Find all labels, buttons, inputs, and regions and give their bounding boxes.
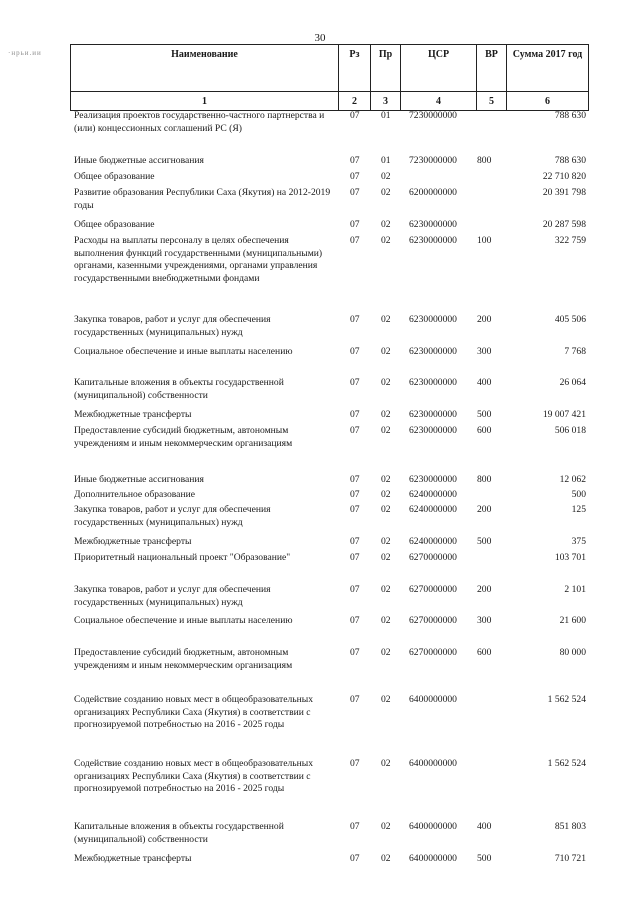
row-sum: 788 630 [554,110,586,121]
row-name: Приоритетный национальный проект "Образование" [74,552,291,563]
row-vr: 800 [477,155,492,166]
row-csr: 6200000000 [409,187,457,198]
row-csr: 6270000000 [409,647,457,658]
row-rz: 07 [350,314,360,325]
row-pr: 02 [381,377,391,388]
header-num-5: 5 [477,92,507,111]
row-rz: 07 [350,425,360,436]
row-pr: 02 [381,187,391,198]
row-pr: 01 [381,110,391,121]
row-vr: 200 [477,584,492,595]
row-pr: 02 [381,536,391,547]
row-rz: 07 [350,584,360,595]
row-name: Иные бюджетные ассигнования [74,474,204,485]
row-csr: 6230000000 [409,346,457,357]
row-sum: 22 710 820 [542,171,586,182]
row-name: Закупка товаров, работ и услуг для обеспечения государственных (муниципальных) нужд [74,584,271,608]
row-rz: 07 [350,647,360,658]
row-pr: 02 [381,615,391,626]
row-pr: 02 [381,584,391,595]
row-pr: 02 [381,346,391,357]
row-pr: 02 [381,235,391,246]
row-rz: 07 [350,377,360,388]
row-pr: 02 [381,694,391,705]
corner-mark: ·нрьи.ии [8,49,42,57]
row-name: Дополнительное образование [74,489,195,500]
row-sum: 500 [571,489,586,500]
row-vr: 500 [477,409,492,420]
row-sum: 80 000 [559,647,586,658]
row-name: Содействие созданию новых мест в общеобразовательных организациях Республики Саха (Якутия) в соответствии с прогнозируемой потребностью на 2016 - 2025 годы [74,758,314,795]
row-name: Социальное обеспечение и иные выплаты населению [74,615,293,626]
row-name: Содействие созданию новых мест в общеобразовательных организациях Республики Саха (Якутия) в соответствии с прогнозируемой потребностью на 2016 - 2025 годы [74,694,314,731]
row-csr: 6230000000 [409,474,457,485]
row-csr: 6270000000 [409,552,457,563]
row-vr: 200 [477,504,492,515]
row-pr: 02 [381,647,391,658]
row-rz: 07 [350,536,360,547]
header-csr: ЦСР [401,45,477,92]
row-vr: 600 [477,425,492,436]
row-vr: 300 [477,615,492,626]
row-name: Предоставление субсидий бюджетным, автономным учреждениям и иным некоммерческим организациям [74,425,293,449]
row-vr: 200 [477,314,492,325]
row-csr: 6230000000 [409,425,457,436]
row-rz: 07 [350,615,360,626]
row-vr: 500 [477,536,492,547]
row-pr: 02 [381,474,391,485]
row-sum: 1 562 524 [547,758,586,769]
header-pr: Пр [371,45,401,92]
row-pr: 02 [381,853,391,864]
row-rz: 07 [350,409,360,420]
row-csr: 6230000000 [409,219,457,230]
row-sum: 710 721 [554,853,586,864]
page-number: 30 [314,32,326,44]
row-sum: 375 [571,536,586,547]
row-csr: 7230000000 [409,110,457,121]
row-csr: 6230000000 [409,235,457,246]
row-name: Капитальные вложения в объекты государственной (муниципальной) собственности [74,821,284,845]
row-csr: 6400000000 [409,758,457,769]
row-vr: 300 [477,346,492,357]
row-sum: 26 064 [559,377,586,388]
row-name: Реализация проектов государственно-частного партнерства и (или) концессионных соглашений РС (Я) [74,110,325,134]
row-name: Предоставление субсидий бюджетным, автономным учреждениям и иным некоммерческим организациям [74,647,293,671]
row-sum: 12 062 [559,474,586,485]
row-name: Расходы на выплаты персоналу в целях обеспечения выполнения функций государственными (муниципальными) органами, казенными учреждениями, органами управления государственными внебюджетными фондами [74,235,323,284]
row-pr: 02 [381,552,391,563]
row-rz: 07 [350,171,360,182]
row-name: Общее образование [74,171,155,182]
row-sum: 21 600 [559,615,586,626]
row-csr: 6400000000 [409,821,457,832]
row-name: Закупка товаров, работ и услуг для обеспечения государственных (муниципальных) нужд [74,314,271,338]
row-csr: 6270000000 [409,584,457,595]
row-rz: 07 [350,694,360,705]
row-csr: 6270000000 [409,615,457,626]
row-sum: 19 007 421 [542,409,586,420]
row-sum: 7 768 [564,346,586,357]
row-pr: 02 [381,314,391,325]
row-sum: 2 101 [564,584,586,595]
header-num-4: 4 [401,92,477,111]
header-vr: ВР [477,45,507,92]
header-num-2: 2 [339,92,371,111]
row-sum: 20 287 598 [542,219,586,230]
row-rz: 07 [350,187,360,198]
row-sum: 851 803 [554,821,586,832]
row-pr: 02 [381,758,391,769]
header-num-1: 1 [71,92,339,111]
row-name: Общее образование [74,219,155,230]
row-sum: 405 506 [554,314,586,325]
row-vr: 800 [477,474,492,485]
row-sum: 20 391 798 [542,187,586,198]
row-name: Межбюджетные трансферты [74,853,192,864]
row-pr: 02 [381,821,391,832]
row-sum: 506 018 [554,425,586,436]
header-rz: Рз [339,45,371,92]
row-pr: 02 [381,489,391,500]
row-rz: 07 [350,235,360,246]
row-vr: 500 [477,853,492,864]
row-csr: 6240000000 [409,504,457,515]
row-csr: 6400000000 [409,853,457,864]
row-csr: 6230000000 [409,409,457,420]
row-pr: 02 [381,425,391,436]
row-rz: 07 [350,504,360,515]
row-vr: 400 [477,377,492,388]
row-sum: 103 701 [554,552,586,563]
row-sum: 322 759 [554,235,586,246]
row-name: Закупка товаров, работ и услуг для обеспечения государственных (муниципальных) нужд [74,504,271,528]
row-name: Развитие образования Республики Саха (Якутия) на 2012-2019 годы [74,187,331,211]
header-num-3: 3 [371,92,401,111]
row-pr: 01 [381,155,391,166]
row-rz: 07 [350,853,360,864]
header-sum: Сумма 2017 год [507,45,589,92]
row-rz: 07 [350,346,360,357]
row-rz: 07 [350,489,360,500]
row-rz: 07 [350,110,360,121]
row-vr: 100 [477,235,492,246]
row-csr: 6240000000 [409,489,457,500]
row-rz: 07 [350,155,360,166]
row-name: Межбюджетные трансферты [74,536,192,547]
row-sum: 1 562 524 [547,694,586,705]
row-csr: 6230000000 [409,314,457,325]
row-sum: 125 [571,504,586,515]
row-pr: 02 [381,504,391,515]
row-name: Социальное обеспечение и иные выплаты населению [74,346,293,357]
row-rz: 07 [350,474,360,485]
row-csr: 6400000000 [409,694,457,705]
row-pr: 02 [381,409,391,420]
row-name: Капитальные вложения в объекты государственной (муниципальной) собственности [74,377,284,401]
row-rz: 07 [350,821,360,832]
row-csr: 6230000000 [409,377,457,388]
row-csr: 7230000000 [409,155,457,166]
header-num-6: 6 [507,92,589,111]
row-pr: 02 [381,219,391,230]
row-name: Межбюджетные трансферты [74,409,192,420]
row-name: Иные бюджетные ассигнования [74,155,204,166]
row-rz: 07 [350,758,360,769]
row-sum: 788 630 [554,155,586,166]
header-name: Наименование [71,45,339,92]
row-vr: 400 [477,821,492,832]
row-csr: 6240000000 [409,536,457,547]
row-rz: 07 [350,219,360,230]
row-pr: 02 [381,171,391,182]
row-vr: 600 [477,647,492,658]
row-rz: 07 [350,552,360,563]
